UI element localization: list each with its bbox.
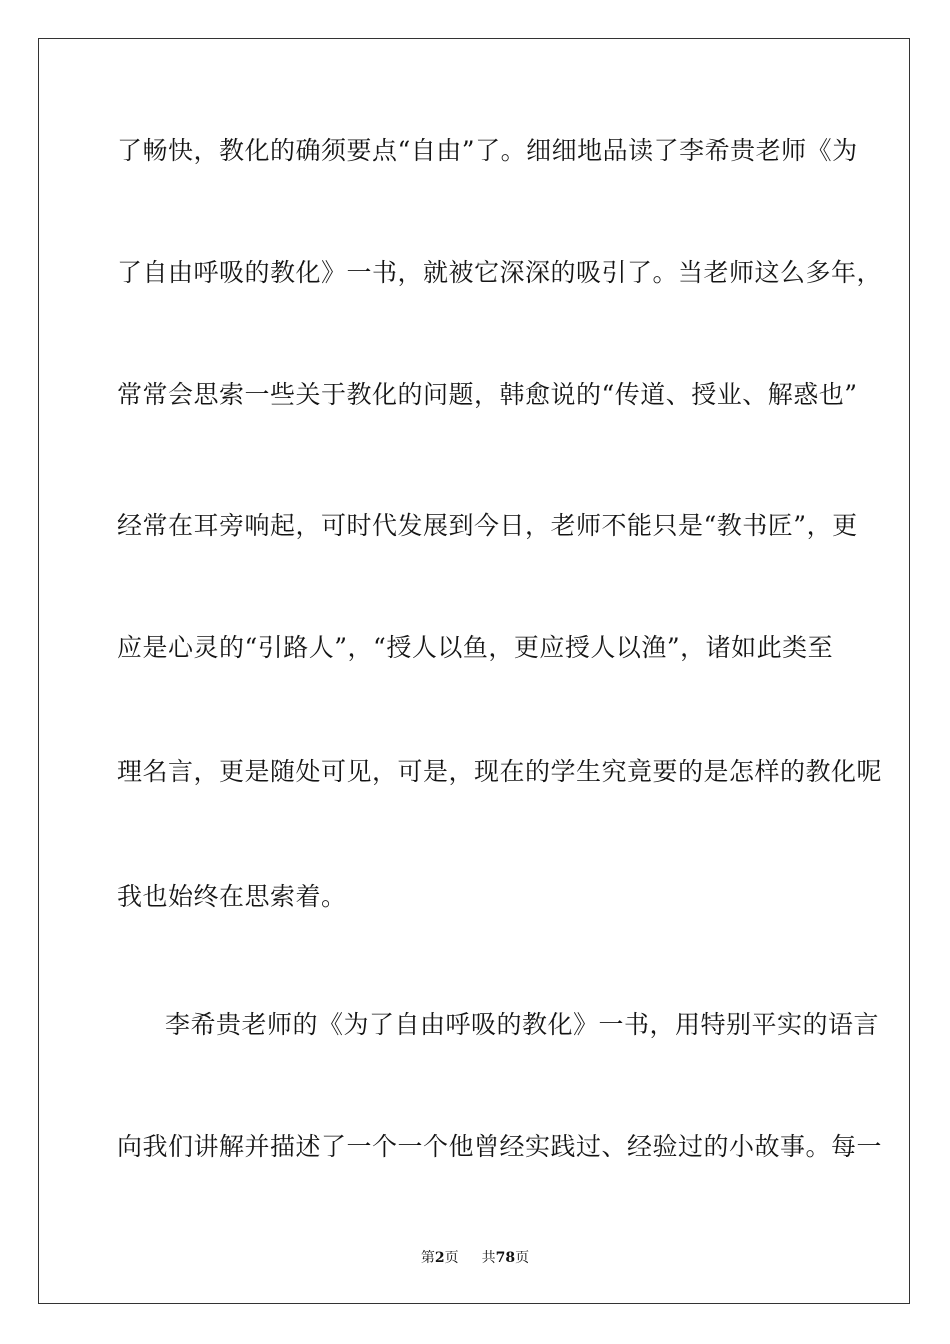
body-text-line: 向我们讲解并描述了一个一个他曾经实践过、经验过的小故事。每一 xyxy=(117,1132,883,1161)
body-text-line: 了自由呼吸的教化》一书，就被它深深的吸引了。当老师这么多年， xyxy=(117,258,883,287)
footer-page-number: 2 xyxy=(434,1250,445,1266)
body-text-line: 理名言，更是随处可见，可是，现在的学生究竟要的是怎样的教化呢 xyxy=(117,757,883,786)
body-text-line: 了畅快，教化的确须要点“自由”了。细细地品读了李希贵老师《为 xyxy=(117,136,858,165)
paragraph-first-line: 李希贵老师的《为了自由呼吸的教化》一书，用特别平实的语言 xyxy=(165,1010,880,1039)
footer-total-suffix: 页 xyxy=(515,1250,530,1266)
footer-page-suffix: 页 xyxy=(444,1250,459,1266)
footer-total-pages: 78 xyxy=(495,1250,516,1266)
body-text-line: 常常会思索一些关于教化的问题，韩愈说的“传道、授业、解惑也” xyxy=(117,380,858,409)
footer-total-prefix: 共 xyxy=(481,1250,496,1266)
body-text-line: 我也始终在思索着。 xyxy=(117,882,347,911)
page-footer xyxy=(0,1247,950,1267)
page-border xyxy=(38,38,910,1304)
footer-page-prefix: 第 xyxy=(420,1250,435,1266)
body-text-line: 应是心灵的“引路人”，“授人以鱼，更应授人以渔”，诸如此类至 xyxy=(117,633,834,662)
body-text-line: 经常在耳旁响起，可时代发展到今日，老师不能只是“教书匠”，更 xyxy=(117,511,858,540)
